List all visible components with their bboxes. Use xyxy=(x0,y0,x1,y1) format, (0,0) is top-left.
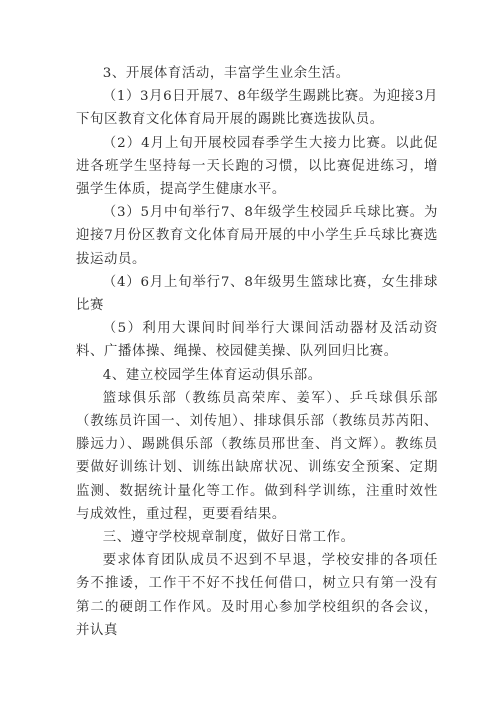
paragraph-basketball-volleyball-competition: （4）6月上旬举行7、8年级男生篮球比赛，女生排球比赛 xyxy=(76,274,438,314)
paragraph-sports-clubs-detail: 篮球俱乐部（教练员高荣库、姜军）、乒乓球俱乐部（教练员许国一、刘传旭）、排球俱乐部（教练员苏芮阳、滕远力）、踢跳俱乐部（教练员邢世奎、肖文辉）。教练员要做好训练计划、训练出缺席状况、训练安全预案、定期监测、数据统计量化等工作。做到科学训练，注重时效性与成效性，重过程，更要看结果。 xyxy=(76,390,438,522)
paragraph-relay-competition: （2）4月上旬开展校园春季学生大接力比赛。以此促进各班学生坚持每一天长跑的习惯，以比赛促进练习，增强学生体质，提高学生健康水平。 xyxy=(76,135,438,198)
paragraph-jump-competition: （1）3月6日开展7、8年级学生踢跳比赛。为迎接3月下旬区教育文化体育局开展的踢跳比赛选拔队员。 xyxy=(76,89,438,128)
paragraph-team-requirements: 要求体育团队成员不迟到不早退，学校安排的各项任务不推诿，工作干不好不找任何借口，树立只有第一没有第二的硬朗工作作风。及时用心参加学校组织的各会议，并认真 xyxy=(76,553,438,638)
paragraph-table-tennis-competition: （3）5月中旬举行7、8年级学生校园乒乓球比赛。为迎接7月份区教育文化体育局开展的中小学生乒乓球比赛选拔运动员。 xyxy=(76,205,438,267)
paragraph-rules-heading: 三、遵守学校规章制度，做好日常工作。 xyxy=(102,530,355,546)
paragraph-sports-club-heading: 4、建立校园学生体育运动俱乐部。 xyxy=(102,367,322,383)
paragraph-break-activities-competition: （5）利用大课间时间举行大课间活动器材及活动资料、广播体操、绳操、校园健美操、队列回归比赛。 xyxy=(76,321,438,360)
paragraph-sports-activities-heading: 3、开展体育活动，丰富学生业余生活。 xyxy=(102,66,350,81)
document-body xyxy=(76,62,438,642)
